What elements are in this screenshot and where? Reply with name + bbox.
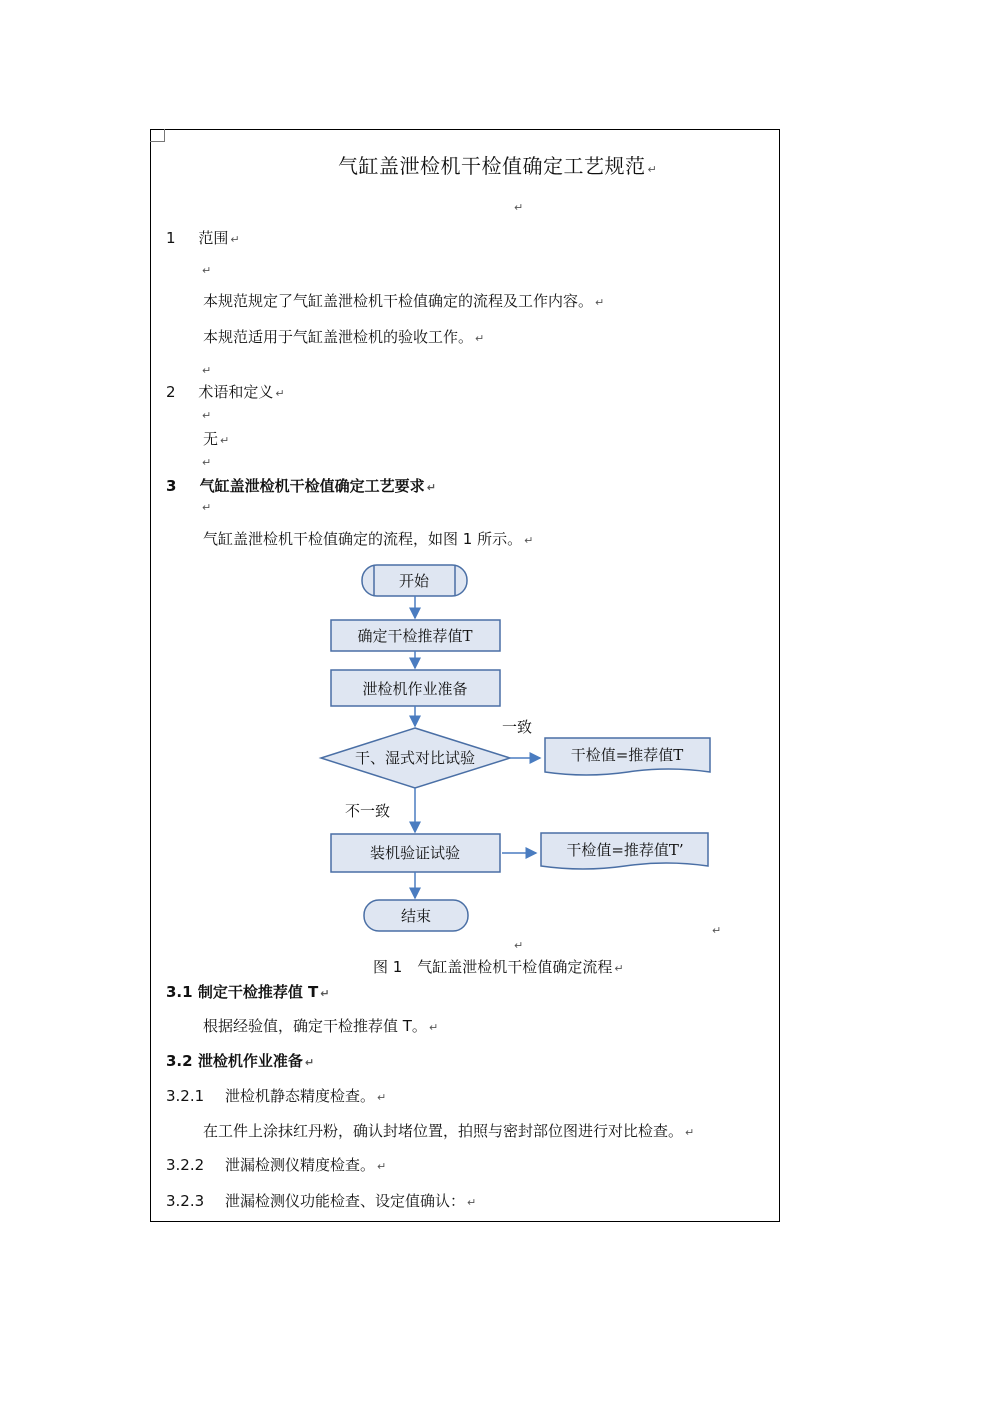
section-title: 泄检机作业准备 <box>197 1052 303 1070</box>
section-number: 3.2.1 <box>166 1087 205 1105</box>
caption-text: 图 1 气缸盖泄检机干检值确定流程 <box>373 958 613 976</box>
paragraph-text: 本规范适用于气缸盖泄检机的验收工作。 <box>203 328 474 346</box>
return-mark: ↵ <box>376 1160 387 1173</box>
flow-start-label: 开始 <box>398 572 430 590</box>
return-mark: ↵ <box>524 534 534 547</box>
return-mark: ↵ <box>376 1091 387 1104</box>
paragraph-text: 在工件上涂抹红丹粉，确认封堵位置，拍照与密封部位图进行对比检查。 <box>203 1122 684 1140</box>
flow-end-node <box>364 900 468 931</box>
flow-step-prepare <box>331 670 500 706</box>
flow-step-label: 确定干检推荐值T <box>357 627 473 645</box>
return-mark: ↵ <box>466 1196 477 1209</box>
flow-yes-label: 一致 <box>502 718 533 736</box>
section-number: 3 <box>166 477 177 495</box>
return-mark: ↵ <box>304 1056 315 1069</box>
title-text: 气缸盖泄检机干检值确定工艺规范 <box>338 154 646 178</box>
section-3-2-2-heading <box>166 1156 386 1176</box>
return-mark: ↵ <box>202 264 212 277</box>
section-title: 范围 <box>198 229 229 247</box>
section-number: 3.2.3 <box>166 1192 205 1210</box>
flow-step-label: 泄检机作业准备 <box>362 680 468 698</box>
paragraph <box>203 1122 694 1142</box>
return-mark: ↵ <box>275 387 285 400</box>
return-mark: ↵ <box>685 1126 695 1139</box>
return-mark: ↵ <box>475 332 485 345</box>
flow-decision <box>321 728 510 788</box>
return-mark: ↵ <box>230 233 240 246</box>
return-mark: ↵ <box>426 481 436 494</box>
return-mark: ↵ <box>514 939 524 952</box>
paragraph-text: 气缸盖泄检机干检值确定的流程，如图 1 所示。 <box>203 530 523 548</box>
return-mark: ↵ <box>202 364 212 377</box>
return-mark: ↵ <box>202 409 212 422</box>
return-mark: ↵ <box>712 924 722 937</box>
flow-result-label: 干检值=推荐值T <box>570 746 684 764</box>
flow-start-node <box>362 565 467 596</box>
flow-result-label: 干检值=推荐值T’ <box>566 841 684 859</box>
section-number: 2 <box>166 383 176 401</box>
paragraph-text: 根据经验值，确定干检推荐值 T。 <box>203 1017 427 1035</box>
figure-caption <box>373 958 624 978</box>
section-title: 术语和定义 <box>198 383 274 401</box>
section-title: 泄检机静态精度检查。 <box>224 1087 375 1105</box>
section-title: 泄漏检测仪精度检查。 <box>224 1156 375 1174</box>
section-title: 泄漏检测仪功能检查、设定值确认： <box>224 1192 465 1210</box>
paragraph-text: 无 <box>203 430 219 448</box>
return-mark: ↵ <box>202 456 212 469</box>
paragraph <box>203 1017 438 1037</box>
flow-step-verify <box>331 834 500 872</box>
section-3-2-3-heading <box>166 1192 476 1212</box>
paragraph-text: 本规范规定了气缸盖泄检机干检值确定的流程及工作内容。 <box>203 292 594 310</box>
section-title: 制定干检推荐值 T <box>197 983 319 1001</box>
section-3-1-heading <box>166 983 330 1003</box>
return-mark: ↵ <box>514 201 524 214</box>
return-mark: ↵ <box>595 296 605 309</box>
flow-end-label: 结束 <box>400 907 432 925</box>
return-mark: ↵ <box>220 434 230 447</box>
flow-no-label: 不一致 <box>345 802 391 820</box>
section-number: 3.1 <box>166 983 193 1001</box>
flow-result-yes <box>545 738 710 775</box>
section-3-2-1-heading <box>166 1087 386 1107</box>
section-title: 气缸盖泄检机干检值确定工艺要求 <box>199 477 425 495</box>
return-mark: ↵ <box>428 1021 439 1034</box>
section-number: 3.2 <box>166 1052 193 1070</box>
return-mark: ↵ <box>202 501 212 514</box>
return-mark: ↵ <box>614 962 624 975</box>
section-number: 3.2.2 <box>166 1156 205 1174</box>
section-3-2-heading <box>166 1052 314 1072</box>
return-mark: ↵ <box>647 163 658 176</box>
flow-step-label: 装机验证试验 <box>369 844 461 862</box>
section-number: 1 <box>166 229 176 247</box>
flow-decision-label: 干、湿式对比试验 <box>354 749 476 767</box>
flow-result-verify <box>541 833 708 869</box>
flow-step-determine-value <box>331 620 500 651</box>
return-mark: ↵ <box>320 987 330 1000</box>
